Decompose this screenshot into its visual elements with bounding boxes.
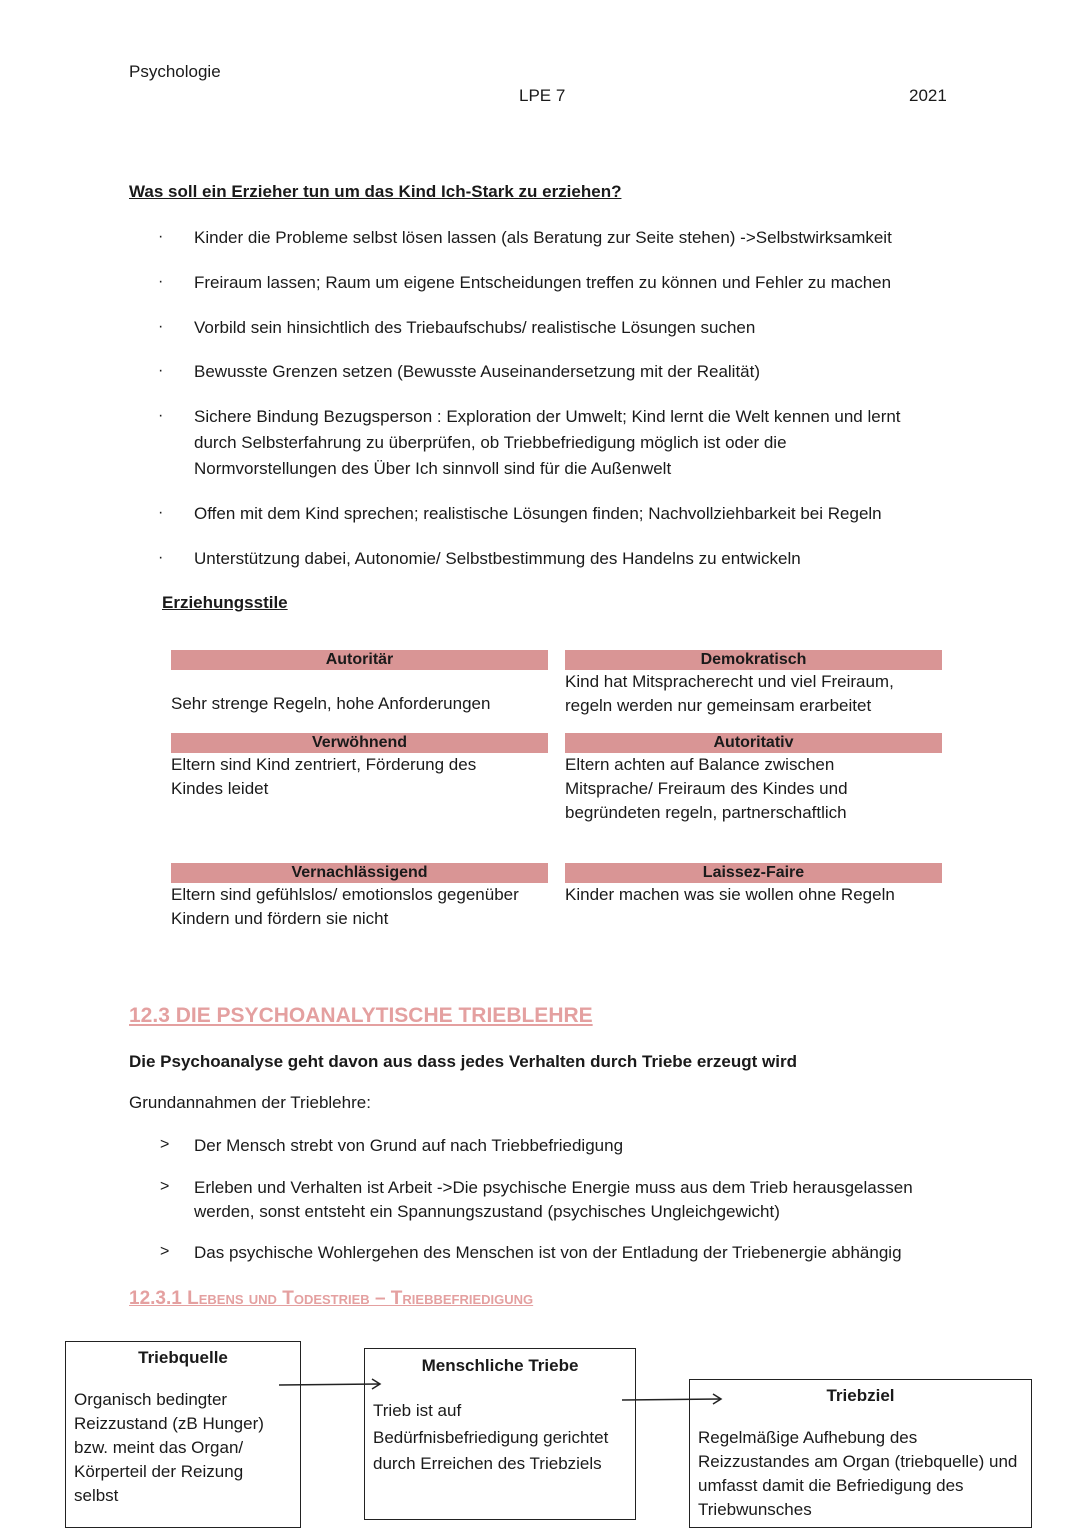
list-item: Offen mit dem Kind sprechen; realistische Lösungen finden; Nachvollziehbarkeit bei Regeln: [194, 504, 882, 523]
bullet-marker: ·: [158, 362, 164, 379]
list-item: Erleben und Verhalten ist Arbeit ->Die psychische Energie muss aus dem Trieb herausgelassen werden, sonst entsteht ein Spannungszustand (psychisches Ungleichgewicht): [194, 1178, 913, 1221]
bullet-marker: ·: [158, 504, 164, 521]
box-title: Menschliche Triebe: [421, 1356, 579, 1375]
arrow-marker: >: [160, 1136, 170, 1153]
bullet-marker: ·: [158, 318, 164, 335]
style-desc: Eltern achten auf Balance zwischen Mitsprache/ Freiraum des Kindes und begründeten regeln, partnerschaftlich: [565, 755, 848, 822]
bullet-marker: ·: [158, 228, 164, 245]
arrow-right-icon: [279, 1379, 380, 1389]
list-item: Sichere Bindung Bezugsperson : Exploration der Umwelt; Kind lernt die Welt kennen und lernt durch Selbsterfahrung zu überprüfen, ob Triebbefriedigung möglich ist oder die Normvorstellungen des Über Ich sinnvoll sind für die Außenwelt: [194, 407, 901, 478]
bullet-marker: ·: [158, 273, 164, 290]
box-text: Trieb ist auf Bedürfnisbefriedigung gerichtet durch Erreichen des Triebziels: [373, 1401, 609, 1473]
section-intro: Grundannahmen der Trieblehre:: [129, 1093, 371, 1112]
style-desc: Sehr strenge Regeln, hohe Anforderungen: [171, 694, 491, 713]
section-lead: Die Psychoanalyse geht davon aus dass jedes Verhalten durch Triebe erzeugt wird: [129, 1052, 797, 1071]
list-item: Vorbild sein hinsichtlich des Triebaufschubs/ realistische Lösungen suchen: [194, 318, 756, 337]
box-title: Triebquelle: [138, 1348, 228, 1367]
box-text: Regelmäßige Aufhebung des Reizzustandes am Organ (triebquelle) und umfasst damit die Befriedigung des Triebwunsches: [698, 1428, 1018, 1519]
list-item: Bewusste Grenzen setzen (Bewusste Auseinandersetzung mit der Realität): [194, 362, 761, 381]
style-name: Verwöhnend: [171, 733, 548, 753]
list-item: Freiraum lassen; Raum um eigene Entscheidungen treffen zu können und Fehler zu machen: [194, 273, 892, 292]
style-desc: Kind hat Mitspracherecht und viel Freiraum, regeln werden nur gemeinsam erarbeitet: [565, 672, 894, 715]
arrow-right-icon: [622, 1394, 721, 1404]
header-subject: Psychologie: [129, 62, 221, 81]
bullet-marker: ·: [158, 407, 164, 424]
subsection-title: 12.3.1 Lebens und Todestrieb – Triebbefriedigung: [129, 1288, 534, 1309]
styles-title: Erziehungsstile: [162, 593, 288, 612]
style-name: Autoritär: [171, 650, 548, 670]
question-title: Was soll ein Erzieher tun um das Kind Ich-Stark zu erziehen?: [129, 182, 622, 201]
style-name: Laissez-Faire: [565, 863, 942, 883]
style-name: Demokratisch: [565, 650, 942, 670]
header-unit: LPE 7: [519, 86, 566, 105]
header-year: 2021: [909, 86, 947, 105]
list-item: Unterstützung dabei, Autonomie/ Selbstbestimmung des Handelns zu entwickeln: [194, 549, 801, 568]
style-name: Autoritativ: [565, 733, 942, 753]
list-item: Der Mensch strebt von Grund auf nach Triebbefriedigung: [194, 1136, 624, 1155]
arrow-marker: >: [160, 1178, 170, 1195]
box-title: Triebziel: [826, 1386, 895, 1405]
style-desc: Kinder machen was sie wollen ohne Regeln: [565, 885, 895, 904]
style-name: Vernachlässigend: [171, 863, 548, 883]
bullet-marker: ·: [158, 549, 164, 566]
section-title: 12.3 DIE PSYCHOANALYTISCHE TRIEBLEHRE: [129, 1004, 593, 1027]
list-item: Das psychische Wohlergehen des Menschen ist von der Entladung der Triebenergie abhängig: [194, 1243, 902, 1262]
arrow-marker: >: [160, 1243, 170, 1260]
box-text: Organisch bedingter Reizzustand (zB Hunger) bzw. meint das Organ/ Körperteil der Reizung selbst: [74, 1390, 264, 1505]
list-item: Kinder die Probleme selbst lösen lassen (als Beratung zur Seite stehen) ->Selbstwirksamkeit: [194, 228, 892, 247]
style-desc: Eltern sind gefühlslos/ emotionslos gegenüber Kindern und fördern sie nicht: [171, 885, 519, 928]
style-desc: Eltern sind Kind zentriert, Förderung des Kindes leidet: [171, 755, 477, 798]
